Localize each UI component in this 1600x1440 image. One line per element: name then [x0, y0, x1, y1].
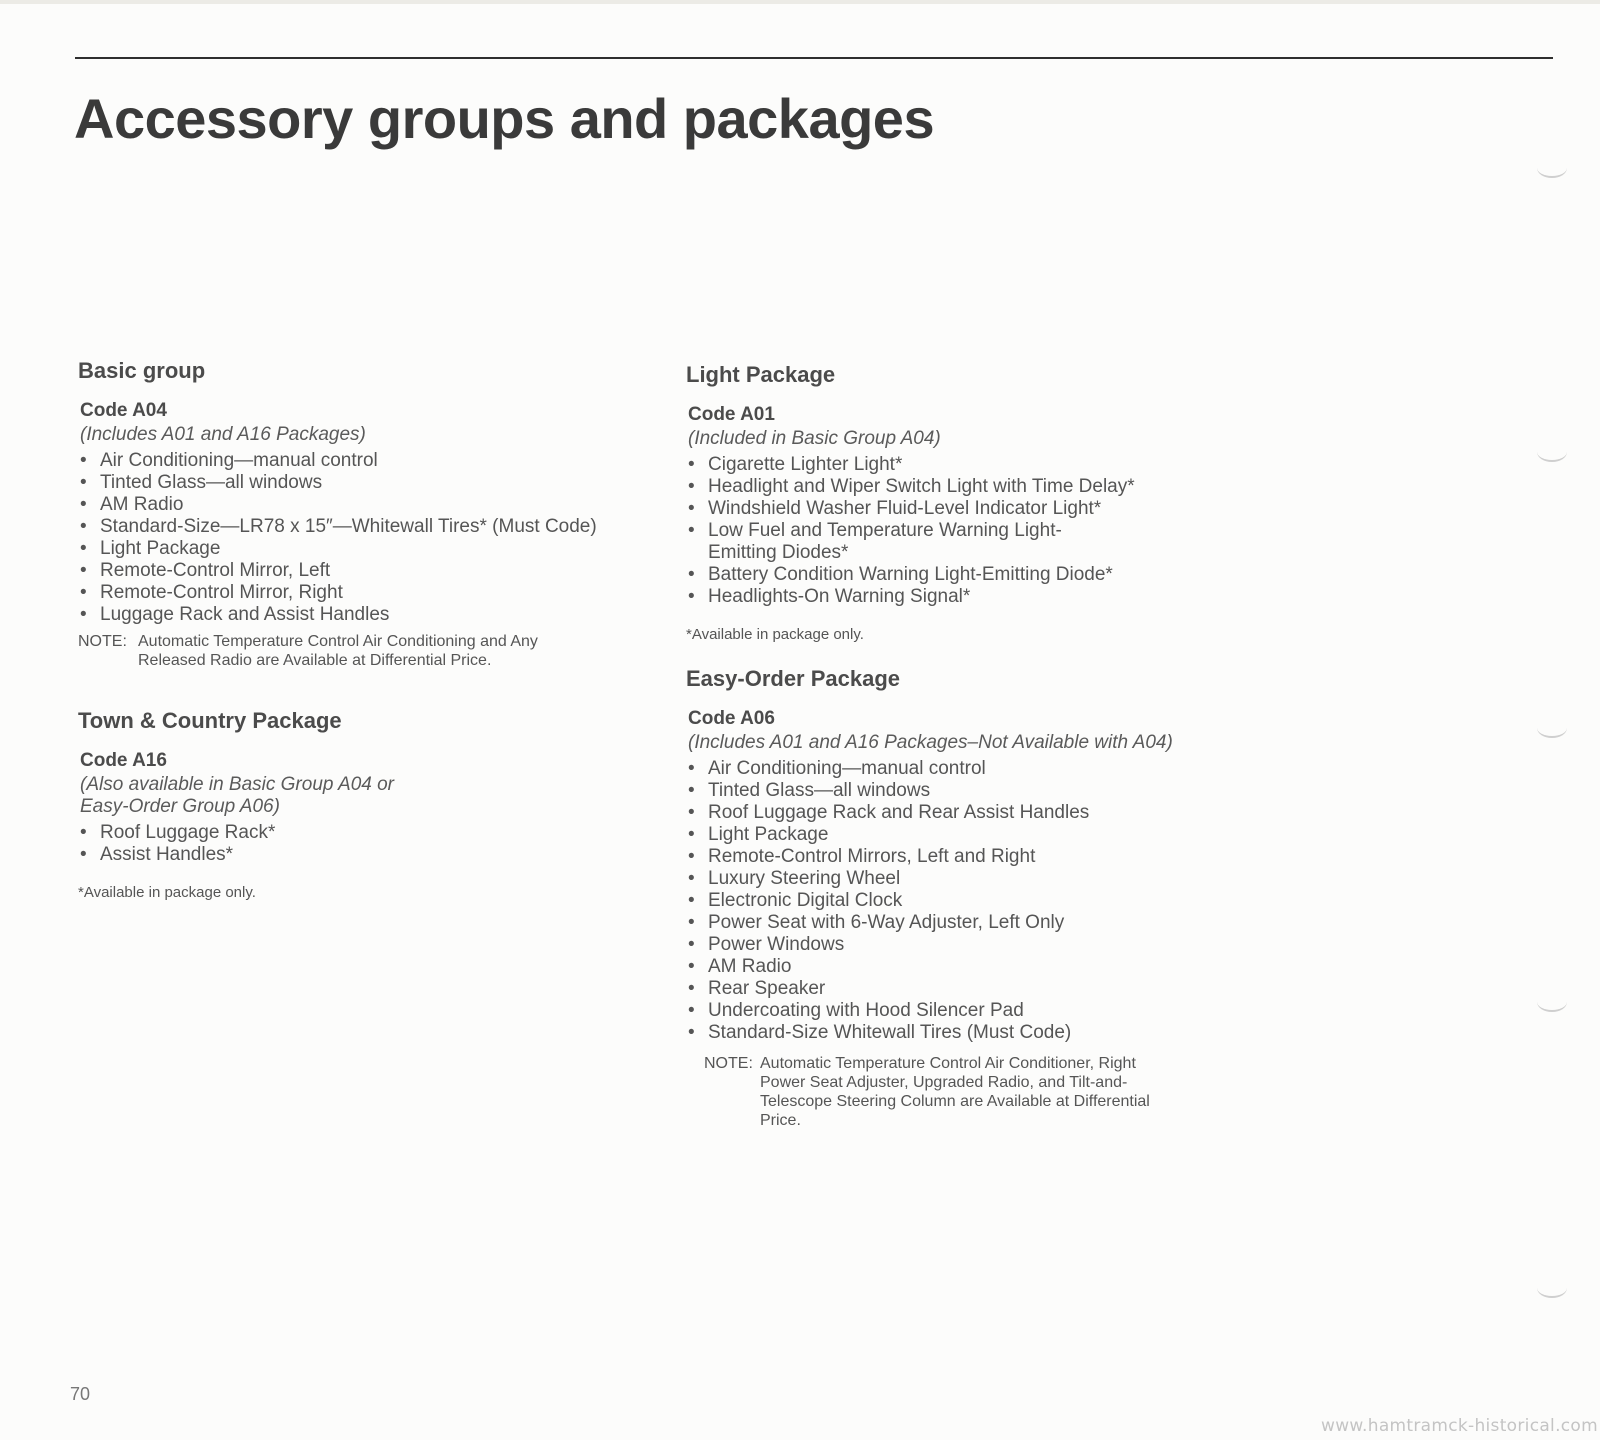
list-item: • Power Windows: [686, 934, 1206, 956]
list-item: • AM Radio: [686, 956, 1206, 978]
list-item: • Standard-Size—LR78 x 15″—Whitewall Tires* (Must Code): [78, 516, 598, 538]
list-item: • Roof Luggage Rack*: [78, 822, 598, 844]
feature-list: [78, 450, 598, 626]
section-heading: Easy-Order Package: [686, 666, 901, 691]
feature-list: [78, 822, 598, 866]
binder-hole-mark: [1537, 992, 1567, 1012]
list-item: • Cigarette Lighter Light*: [686, 454, 1076, 476]
footnote: *Available in package only.: [686, 626, 864, 643]
watermark-url: www.hamtramck-historical.com: [1321, 1416, 1598, 1436]
list-item: • Standard-Size Whitewall Tires (Must Code): [686, 1022, 1206, 1044]
package-code: Code A04: [80, 400, 167, 421]
note-label: NOTE:: [78, 633, 127, 650]
package-code: Code A01: [688, 404, 775, 425]
list-item: • Assist Handles*: [78, 844, 598, 866]
note-text: Automatic Temperature Control Air Conditioner, Right Power Seat Adjuster, Upgraded Radio, and Tilt-and-Telescope Steering Column are Available at Differential Price.: [760, 1055, 1150, 1129]
list-item: • Remote-Control Mirror, Right: [78, 582, 598, 604]
footnote: *Available in package only.: [78, 884, 256, 901]
note: [78, 632, 598, 670]
list-item: • Windshield Washer Fluid-Level Indicator Light*: [686, 498, 1076, 520]
page-title: Accessory groups and packages: [74, 87, 935, 150]
package-code: Code A16: [80, 750, 167, 771]
note: [704, 1054, 1164, 1130]
list-item: • Light Package: [78, 538, 598, 560]
easy-order-section: [686, 666, 1206, 1130]
section-heading: Basic group: [78, 358, 206, 383]
list-item: • Headlight and Wiper Switch Light with Time Delay*: [686, 476, 1076, 498]
note-label: NOTE:: [704, 1055, 753, 1072]
section-heading: Town & Country Package: [78, 708, 342, 733]
binder-hole-mark: [1537, 442, 1567, 462]
binder-hole-mark: [1537, 1278, 1567, 1298]
list-item: • Luggage Rack and Assist Handles: [78, 604, 598, 626]
list-item: • Tinted Glass—all windows: [686, 780, 1206, 802]
list-item: • Roof Luggage Rack and Rear Assist Handles: [686, 802, 1206, 824]
page-number: 70: [70, 1384, 91, 1404]
feature-list: [686, 454, 1135, 608]
section-heading: Light Package: [686, 362, 836, 387]
feature-list: [686, 758, 1206, 1044]
list-item: • Battery Condition Warning Light-Emitting Diode*: [686, 564, 1076, 586]
binder-hole-mark: [1537, 158, 1567, 178]
includes-note: (Includes A01 and A16 Packages–Not Available with A04): [688, 732, 1173, 753]
binder-hole-mark: [1537, 718, 1567, 738]
includes-note: (Included in Basic Group A04): [688, 428, 941, 449]
list-item: • Tinted Glass—all windows: [78, 472, 598, 494]
list-item: • Power Seat with 6-Way Adjuster, Left Only: [686, 912, 1206, 934]
list-item: • Luxury Steering Wheel: [686, 868, 1206, 890]
package-code: Code A06: [688, 708, 775, 729]
list-item: • Air Conditioning—manual control: [78, 450, 598, 472]
list-item: • Headlights-On Warning Signal*: [686, 586, 1076, 608]
list-item: • Undercoating with Hood Silencer Pad: [686, 1000, 1206, 1022]
list-item: • Air Conditioning—manual control: [686, 758, 1206, 780]
basic-group-section: [78, 358, 598, 670]
town-country-section: [78, 708, 598, 902]
includes-note: (Includes A01 and A16 Packages): [80, 424, 366, 445]
list-item: • Remote-Control Mirrors, Left and Right: [686, 846, 1206, 868]
header-rule: [75, 57, 1553, 59]
list-item: • Rear Speaker: [686, 978, 1206, 1000]
list-item: • AM Radio: [78, 494, 598, 516]
note-text: Automatic Temperature Control Air Conditioning and Any Released Radio are Available at Differential Price.: [138, 633, 538, 669]
list-item: • Electronic Digital Clock: [686, 890, 1206, 912]
includes-note: (Also available in Basic Group A04 or Easy-Order Group A06): [80, 774, 395, 817]
page-top-edge: [0, 0, 1600, 4]
list-item: • Remote-Control Mirror, Left: [78, 560, 598, 582]
list-item: • Light Package: [686, 824, 1206, 846]
list-item: • Low Fuel and Temperature Warning Light-Emitting Diodes*: [686, 520, 1076, 564]
right-column: [686, 362, 1206, 1130]
light-package-section: [686, 362, 1206, 644]
left-column: [78, 358, 598, 902]
